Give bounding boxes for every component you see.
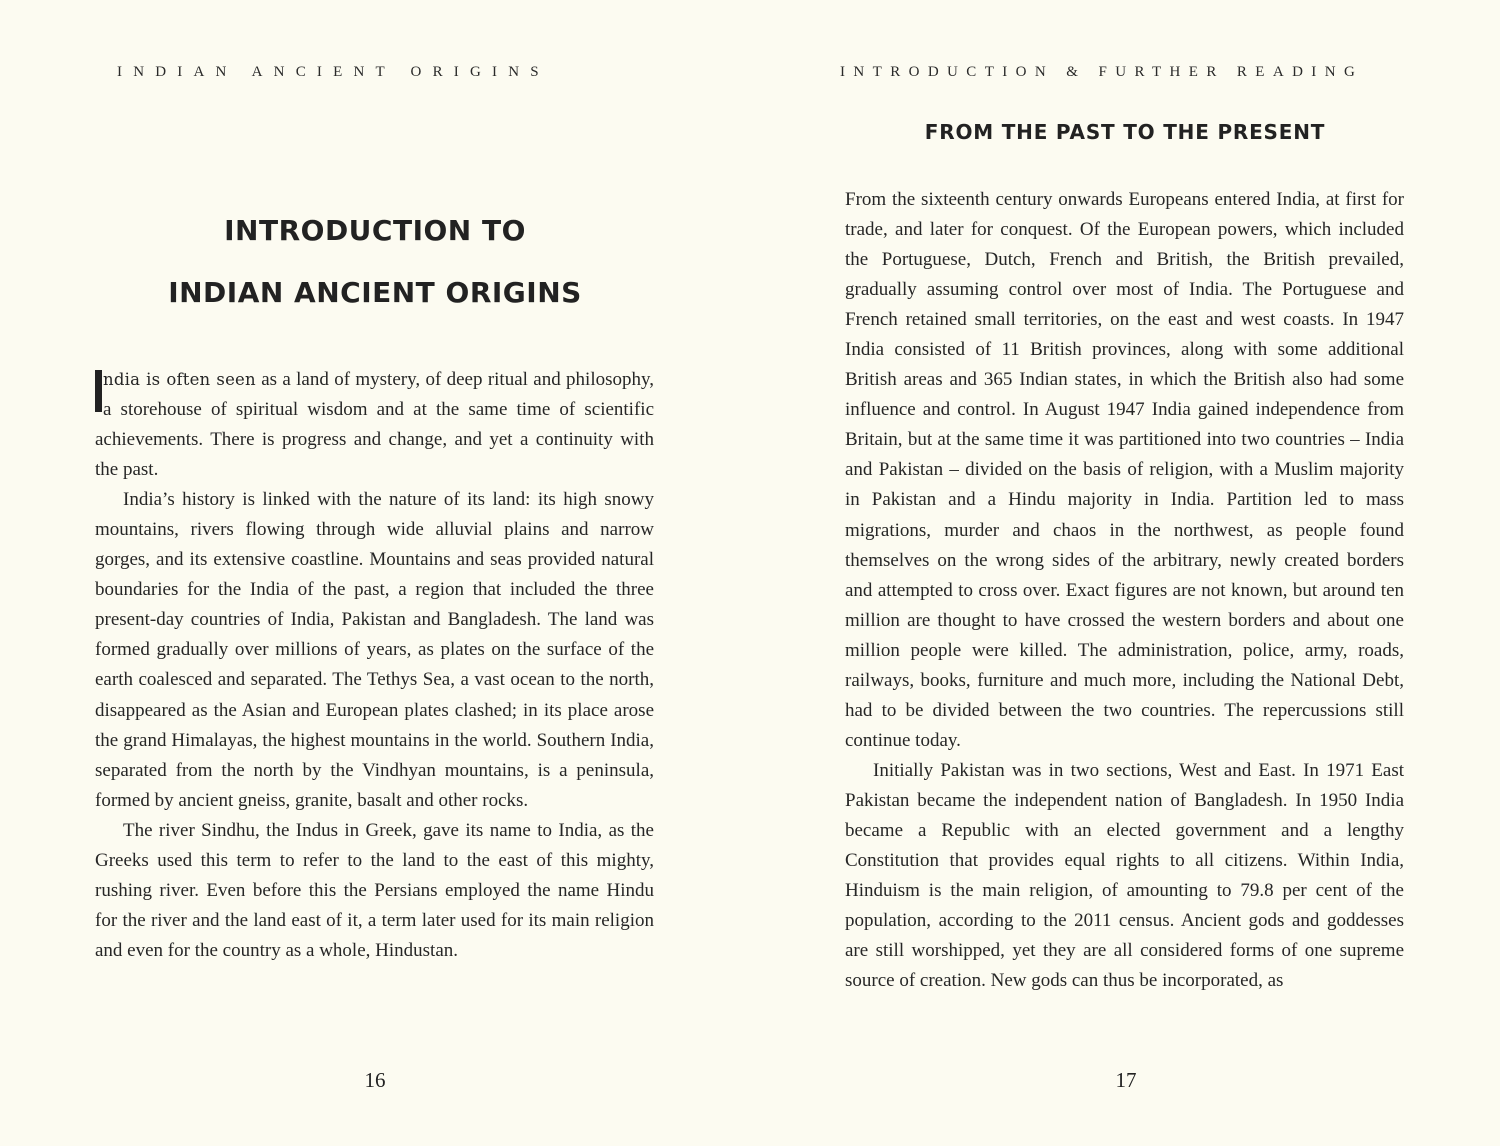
right-body-text [845,185,1404,996]
paragraph: The river Sindhu, the Indus in Greek, gave its name to India, as the Greeks used this term to refer to the land to the east of this mighty, rushing river. Even before this the Persians employed the name Hindu for the river and the land east of it, a term later used for its main religion and even for the country as a whole, Hindustan. [95,819,654,961]
page-number-left: 16 [364,1068,386,1092]
section-title: FROM THE PAST TO THE PRESENT [924,120,1326,144]
drop-cap-i [95,370,102,412]
lead-in-text: ndia is often seen [103,370,256,389]
paragraph: Initially Pakistan was in two sections, West and East. In 1971 East Pakistan became the independent nation of Bangladesh. In 1950 India became a Republic with an elected government and a lengthy Constitution that provides equal rights to all citizens. Within India, Hinduism is the main religion, of amounting to 79.8 per cent of the population, according to the 2011 census. Ancient gods and goddesses are still worshipped, yet they are all considered forms of one supreme source of creation. New gods can thus be incorporated, as [845,759,1404,992]
left-body-text [95,365,654,966]
running-head-right: INTRODUCTION & FURTHER READING [840,64,1364,80]
paragraph: From the sixteenth century onwards Europeans entered India, at first for trade, and later for conquest. Of the European powers, which included the Portuguese, Dutch, French and British, the British prevailed, gradually assuming control over most of India. The Portuguese and French retained small territories, on the east and west coasts. In 1947 India consisted of 11 British provinces, along with some additional British areas and 365 Indian states, in which the British also had some influence and control. In August 1947 India gained independence from Britain, but at the same time it was partitioned into two countries – India and Pakistan – divided on the basis of religion, with a Muslim majority in Pakistan and a Hindu majority in India. Partition led to mass migrations, murder and chaos in the northwest, as people found themselves on the wrong sides of the arbitrary, newly created borders and attempted to cross over. Exact figures are not known, but around ten million are thought to have crossed the western borders and about one million people were killed. The administration, police, army, roads, railways, books, furniture and much more, including the National Debt, had to be divided between the two countries. The repercussions still continue today. [845,189,1404,751]
page-number-right: 17 [1115,1068,1137,1092]
chapter-title-line-2: INDIAN ANCIENT ORIGINS [168,276,582,309]
paragraph: India’s history is linked with the nature of its land: its high snowy mountains, rivers flowing through wide alluvial plains and narrow gorges, and its extensive coastline. Mountains and seas provided natural boundaries for the India of the past, a region that included the three present-day countries of India, Pakistan and Bangladesh. The land was formed gradually over millions of years, as plates on the surface of the earth coalesced and separated. The Tethys Sea, a vast ocean to the north, disappeared as the Asian and European plates clashed; in its place arose the grand Himalayas, the highest mountains in the world. Southern India, separated from the north by the Vindhyan mountains, is a peninsula, formed by ancient gneiss, granite, basalt and other rocks. [95,489,654,811]
running-head-left: INDIAN ANCIENT ORIGINS [117,64,550,80]
right-page [750,0,1500,1146]
paragraph [95,365,654,485]
chapter-title-line-1: INTRODUCTION TO [224,214,526,247]
chapter-title [0,200,750,324]
paragraph-text: as a land of mystery, of deep ritual and philosophy, a storehouse of spiritual wisdom and at the same time of scientific achievements. There is progress and change, and yet a continuity with the past. [95,369,655,481]
